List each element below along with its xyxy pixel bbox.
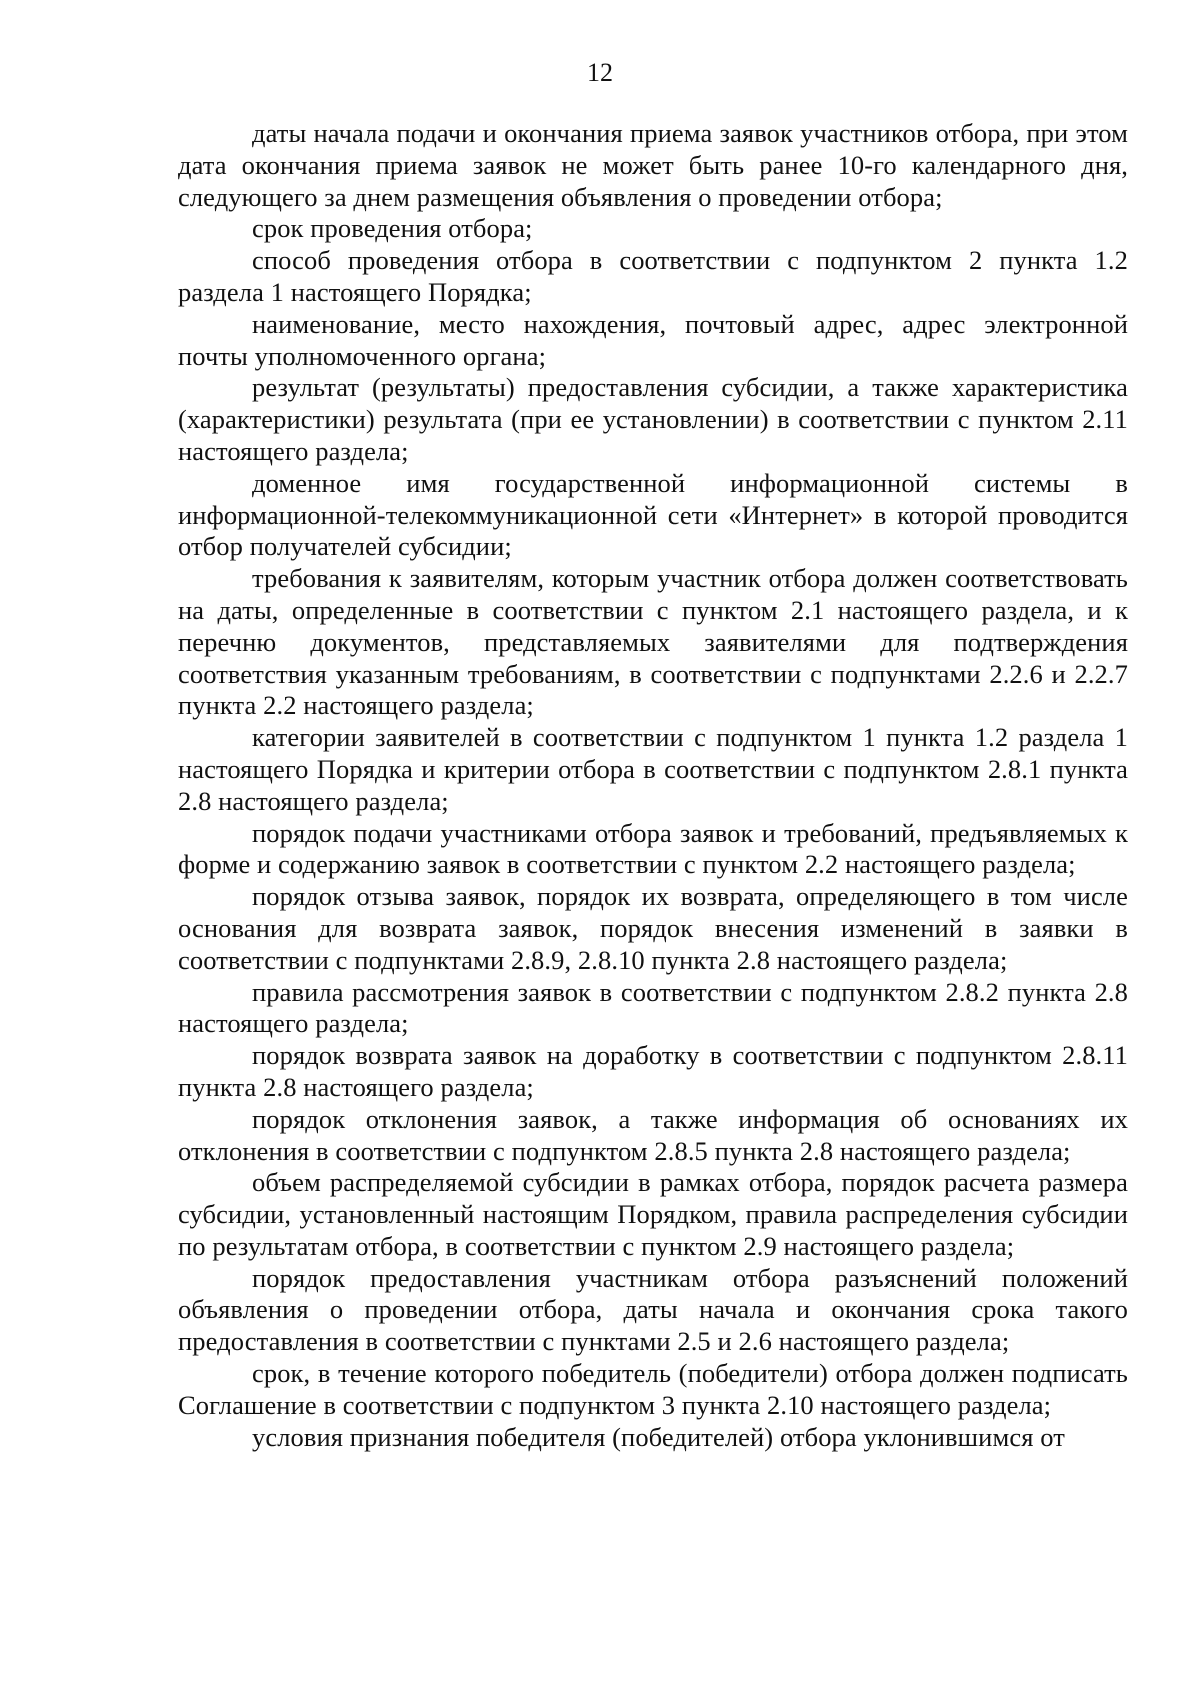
- paragraph-review-rules: правила рассмотрения заявок в соответствии с подпунктом 2.8.2 пункта 2.8 настоящего раздела;: [178, 976, 1128, 1039]
- paragraph-clarifications: порядок предоставления участникам отбора разъяснений положений объявления о проведении отбора, даты начала и окончания срока такого предоставления в соответствии с пунктами 2.5 и 2.6 настоящего раздела;: [178, 1262, 1128, 1357]
- paragraph-selection-period: срок проведения отбора;: [252, 213, 533, 244]
- paragraph-rejection-procedure: порядок отклонения заявок, а также информация об основаниях их отклонения в соответствии с подпунктом 2.8.5 пункта 2.8 настоящего раздела;: [178, 1103, 1128, 1166]
- paragraph-applicant-categories: категории заявителей в соответствии с подпунктом 1 пункта 1.2 раздела 1 настоящего Порядка и критерии отбора в соответствии с подпунктом 2.8.1 пункта 2.8 настоящего раздела;: [178, 722, 1128, 816]
- paragraph-authority-contacts: наименование, место нахождения, почтовый адрес, адрес электронной почты уполномоченного органа;: [178, 308, 1128, 371]
- paragraph-withdrawal-procedure: порядок отзыва заявок, порядок их возврата, определяющего в том числе основания для возврата заявок, порядок внесения изменений в заявки в соответствии с подпунктами 2.8.9, 2.8.10 пункта 2.8 настоящего раздела;: [178, 881, 1128, 975]
- paragraph-submission-procedure: порядок подачи участниками отбора заявок и требований, предъявляемых к форме и содержанию заявок в соответствии с пунктом 2.2 настоящего раздела;: [178, 817, 1128, 880]
- paragraph-subsidy-volume: объем распределяемой субсидии в рамках отбора, порядок расчета размера субсидии, установленный настоящим Порядком, правила распределения субсидии по результатам отбора, в соответствии с пунктом 2.9 настоящего раздела;: [178, 1167, 1128, 1261]
- paragraph-signing-deadline: срок, в течение которого победитель (победители) отбора должен подписать Соглашение в соответствии с подпунктом 3 пункта 2.10 настоящего раздела;: [178, 1358, 1128, 1420]
- paragraph-evasion-conditions: условия признания победителя (победителей) отбора уклонившимся от: [252, 1421, 1065, 1452]
- paragraph-application-dates: даты начала подачи и окончания приема заявок участников отбора, при этом дата окончания приема заявок не может быть ранее 10-го календарного дня, следующего за днем размещения объявления о проведении отбора;: [178, 118, 1128, 212]
- paragraph-selection-method: способ проведения отбора в соответствии с подпунктом 2 пункта 1.2 раздела 1 настоящего Порядка;: [178, 245, 1128, 307]
- page-number: 12: [587, 58, 613, 87]
- paragraph-applicant-requirements: требования к заявителям, которым участник отбора должен соответствовать на даты, определенные в соответствии с пунктом 2.1 настоящего раздела, и к перечню документов, представляемых заявителями для подтверждения соответствия указанным требованиям, в соответствии с подпунктами 2.2.6 и 2.2.7 пункта 2.2 настоящего раздела;: [178, 563, 1128, 721]
- paragraph-subsidy-results: результат (результаты) предоставления субсидии, а также характеристика (характеристики) результата (при ее установлении) в соответствии с пунктом 2.11 настоящего раздела;: [178, 372, 1128, 466]
- document-body: [178, 118, 1128, 1453]
- paragraph-return-for-revision: порядок возврата заявок на доработку в соответствии с подпунктом 2.8.11 пункта 2.8 настоящего раздела;: [178, 1040, 1128, 1102]
- paragraph-domain-name: доменное имя государственной информационной системы в информационной-телекоммуникационной сети «Интернет» в которой проводится отбор получателей субсидии;: [178, 467, 1128, 562]
